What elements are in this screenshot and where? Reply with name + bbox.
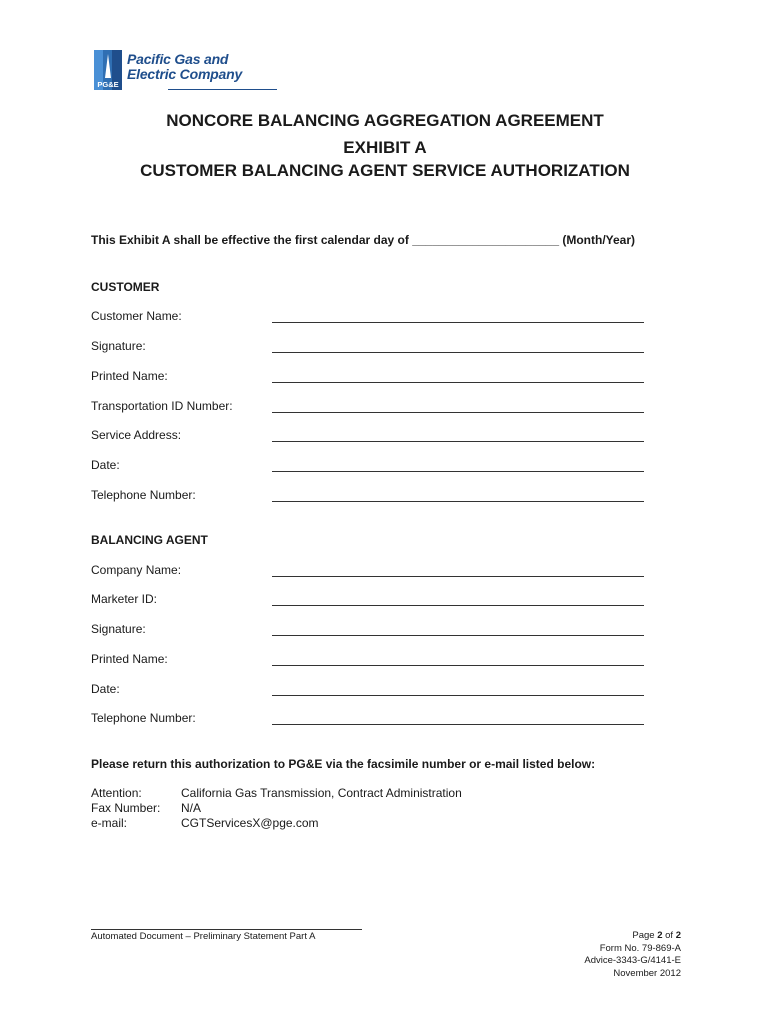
logo-line-1: Pacific Gas and (127, 51, 229, 67)
marketer-id-field[interactable] (272, 605, 644, 606)
customer-name-field[interactable] (272, 322, 644, 323)
fax-number-value: N/A (181, 801, 202, 815)
logo-divider (168, 89, 277, 90)
page-total: 2 (675, 930, 681, 941)
attention-label: Attention: (91, 786, 142, 800)
agent-date-field[interactable] (272, 695, 644, 696)
agent-signature-label: Signature: (91, 622, 146, 636)
customer-telephone-field[interactable] (272, 501, 644, 502)
email-label: e-mail: (91, 816, 128, 830)
agent-telephone-label: Telephone Number: (91, 711, 196, 725)
footer-document-note: Automated Document – Preliminary Statement Part A (91, 931, 316, 942)
customer-name-label: Customer Name: (91, 309, 182, 323)
balancing-agent-heading: BALANCING AGENT (91, 533, 208, 547)
company-name-label: Company Name: (91, 563, 182, 577)
agent-printed-name-label: Printed Name: (91, 652, 168, 666)
transportation-id-label: Transportation ID Number: (91, 399, 233, 413)
page-prefix: Page (632, 930, 658, 941)
customer-signature-field[interactable] (272, 352, 644, 353)
exhibit-title: EXHIBIT A (343, 138, 427, 157)
agreement-title: NONCORE BALANCING AGGREGATION AGREEMENT (166, 111, 604, 130)
page-number (584, 930, 681, 943)
transportation-id-field[interactable] (272, 412, 644, 413)
logo-mark-text: PG&E (97, 80, 119, 89)
pge-logo (94, 50, 264, 94)
customer-signature-label: Signature: (91, 339, 146, 353)
pge-logo-mark-icon (94, 50, 122, 90)
logo-line-2: Electric Company (127, 66, 243, 82)
effective-date-statement: This Exhibit A shall be effective the first calendar day of ______________________ (Month/Year) (91, 233, 636, 247)
logo-wordmark (127, 52, 242, 82)
agent-telephone-field[interactable] (272, 724, 644, 725)
service-address-field[interactable] (272, 441, 644, 442)
service-address-label: Service Address: (91, 428, 182, 442)
footer-divider (91, 929, 362, 930)
agent-printed-name-field[interactable] (272, 665, 644, 666)
agent-date-label: Date: (91, 682, 120, 696)
page-current: 2 (657, 930, 663, 941)
agent-signature-field[interactable] (272, 635, 644, 636)
customer-heading: CUSTOMER (91, 280, 160, 294)
page-of: of (662, 930, 676, 941)
form-date: November 2012 (613, 967, 681, 979)
customer-telephone-label: Telephone Number: (91, 488, 196, 502)
return-instructions: Please return this authorization to PG&E via the facsimile number or e-mail listed below: (91, 757, 596, 771)
email-value: CGTServicesX@pge.com (181, 816, 319, 830)
customer-printed-name-label: Printed Name: (91, 369, 168, 383)
marketer-id-label: Marketer ID: (91, 592, 158, 606)
company-name-field[interactable] (272, 576, 644, 577)
attention-value: California Gas Transmission, Contract Administration (181, 786, 462, 800)
advice-number: Advice-3343-G/4141-E (584, 955, 681, 966)
fax-number-label: Fax Number: (91, 801, 161, 815)
footer-form-info (584, 930, 681, 980)
form-number: Form No. 79-869-A (599, 942, 681, 954)
customer-date-field[interactable] (272, 471, 644, 472)
customer-printed-name-field[interactable] (272, 382, 644, 383)
authorization-title: CUSTOMER BALANCING AGENT SERVICE AUTHORIZATION (140, 161, 630, 180)
customer-date-label: Date: (91, 458, 120, 472)
